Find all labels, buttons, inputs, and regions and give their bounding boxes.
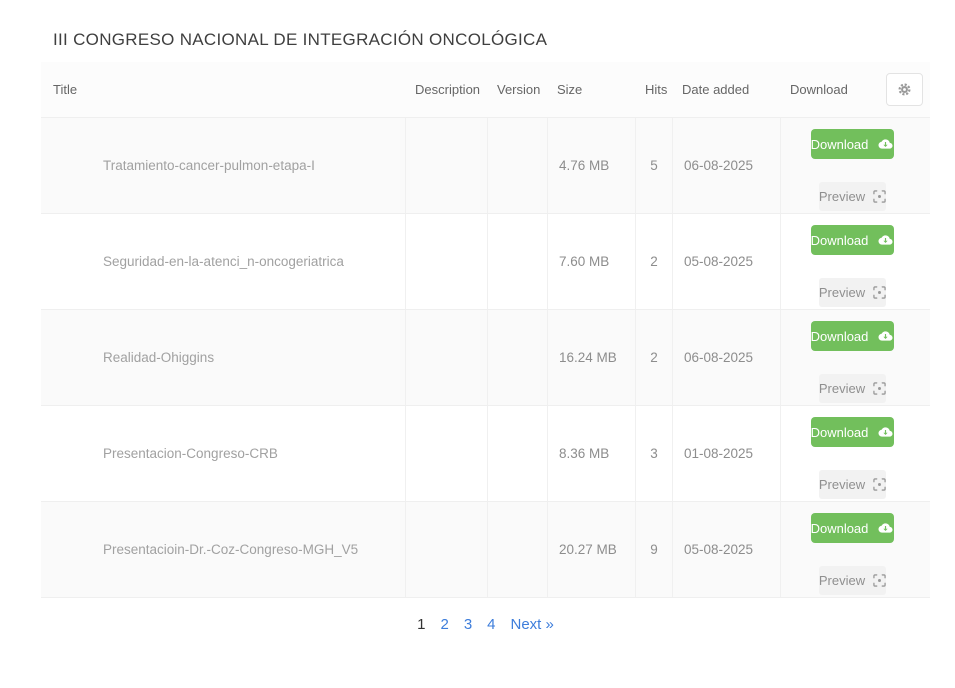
table-body <box>41 117 930 598</box>
preview-button[interactable] <box>819 182 886 211</box>
expand-preview-icon <box>873 382 886 395</box>
file-description <box>405 405 487 501</box>
preview-button-label: Preview <box>818 477 866 492</box>
pagination-page-4[interactable]: 4 <box>487 616 496 633</box>
pagination-current-page: 1 <box>417 616 426 633</box>
file-title: Presentacion-Congreso-CRB <box>41 405 405 501</box>
expand-preview-icon <box>873 574 886 587</box>
download-button[interactable] <box>811 225 895 255</box>
file-title: Tratamiento-cancer-pulmon-etapa-I <box>41 117 405 213</box>
pagination-next-link[interactable]: Next » <box>510 616 554 633</box>
cloud-download-icon <box>877 233 894 247</box>
file-title: Seguridad-en-la-atenci_n-oncogeriatrica <box>41 213 405 309</box>
column-header-hits: Hits <box>645 82 668 97</box>
column-header-date-added: Date added <box>682 82 750 97</box>
preview-button-label: Preview <box>818 381 866 396</box>
column-header-size: Size <box>557 82 583 97</box>
file-hits: 3 <box>635 405 672 501</box>
column-header-version: Version <box>497 82 541 97</box>
download-button-label: Download <box>810 136 869 152</box>
file-date-added: 06-08-2025 <box>672 309 780 405</box>
file-size: 20.27 MB <box>547 501 635 597</box>
file-version <box>487 117 547 213</box>
gear-icon <box>897 82 912 97</box>
file-size: 4.76 MB <box>547 117 635 213</box>
file-description <box>405 309 487 405</box>
cloud-download-icon <box>877 521 894 535</box>
file-version <box>487 405 547 501</box>
preview-button[interactable] <box>819 470 886 499</box>
file-version <box>487 213 547 309</box>
download-button-label: Download <box>810 520 869 536</box>
preview-button[interactable] <box>819 566 886 595</box>
file-hits: 2 <box>635 309 672 405</box>
file-version <box>487 309 547 405</box>
file-hits: 5 <box>635 117 672 213</box>
file-size: 7.60 MB <box>547 213 635 309</box>
table-header <box>41 62 930 117</box>
downloads-table <box>41 62 930 598</box>
preview-button-label: Preview <box>818 573 866 588</box>
file-hits: 9 <box>635 501 672 597</box>
file-date-added: 06-08-2025 <box>672 117 780 213</box>
download-button-label: Download <box>810 232 869 248</box>
file-title: Realidad-Ohiggins <box>41 309 405 405</box>
download-button-label: Download <box>810 424 869 440</box>
file-date-added: 05-08-2025 <box>672 501 780 597</box>
expand-preview-icon <box>873 478 886 491</box>
pagination <box>41 616 930 633</box>
column-header-download: Download <box>790 82 848 97</box>
file-date-added: 05-08-2025 <box>672 213 780 309</box>
preview-button-label: Preview <box>818 189 866 204</box>
download-button[interactable] <box>811 417 895 447</box>
preview-button[interactable] <box>819 374 886 403</box>
download-button[interactable] <box>811 321 895 351</box>
table-settings-button[interactable] <box>886 73 923 106</box>
download-button[interactable] <box>811 129 895 159</box>
preview-button-label: Preview <box>818 285 866 300</box>
table-row <box>41 405 930 501</box>
file-date-added: 01-08-2025 <box>672 405 780 501</box>
pagination-page-2[interactable]: 2 <box>440 616 449 633</box>
file-hits: 2 <box>635 213 672 309</box>
file-description <box>405 501 487 597</box>
download-button[interactable] <box>811 513 895 543</box>
table-row <box>41 117 930 213</box>
expand-preview-icon <box>873 190 886 203</box>
column-header-title: Title <box>53 82 78 97</box>
preview-button[interactable] <box>819 278 886 307</box>
cloud-download-icon <box>877 329 894 343</box>
file-title: Presentacioin-Dr.-Coz-Congreso-MGH_V5 <box>41 501 405 597</box>
pagination-page-3[interactable]: 3 <box>463 616 473 633</box>
cloud-download-icon <box>877 425 894 439</box>
file-size: 8.36 MB <box>547 405 635 501</box>
file-description <box>405 213 487 309</box>
file-description <box>405 117 487 213</box>
file-size: 16.24 MB <box>547 309 635 405</box>
file-version <box>487 501 547 597</box>
column-header-description: Description <box>415 82 481 97</box>
table-row <box>41 213 930 309</box>
download-button-label: Download <box>810 328 869 344</box>
cloud-download-icon <box>877 137 894 151</box>
expand-preview-icon <box>873 286 886 299</box>
page-title: III CONGRESO NACIONAL DE INTEGRACIÓN ONCOLÓGICA <box>53 30 548 49</box>
table-row <box>41 501 930 597</box>
table-row <box>41 309 930 405</box>
